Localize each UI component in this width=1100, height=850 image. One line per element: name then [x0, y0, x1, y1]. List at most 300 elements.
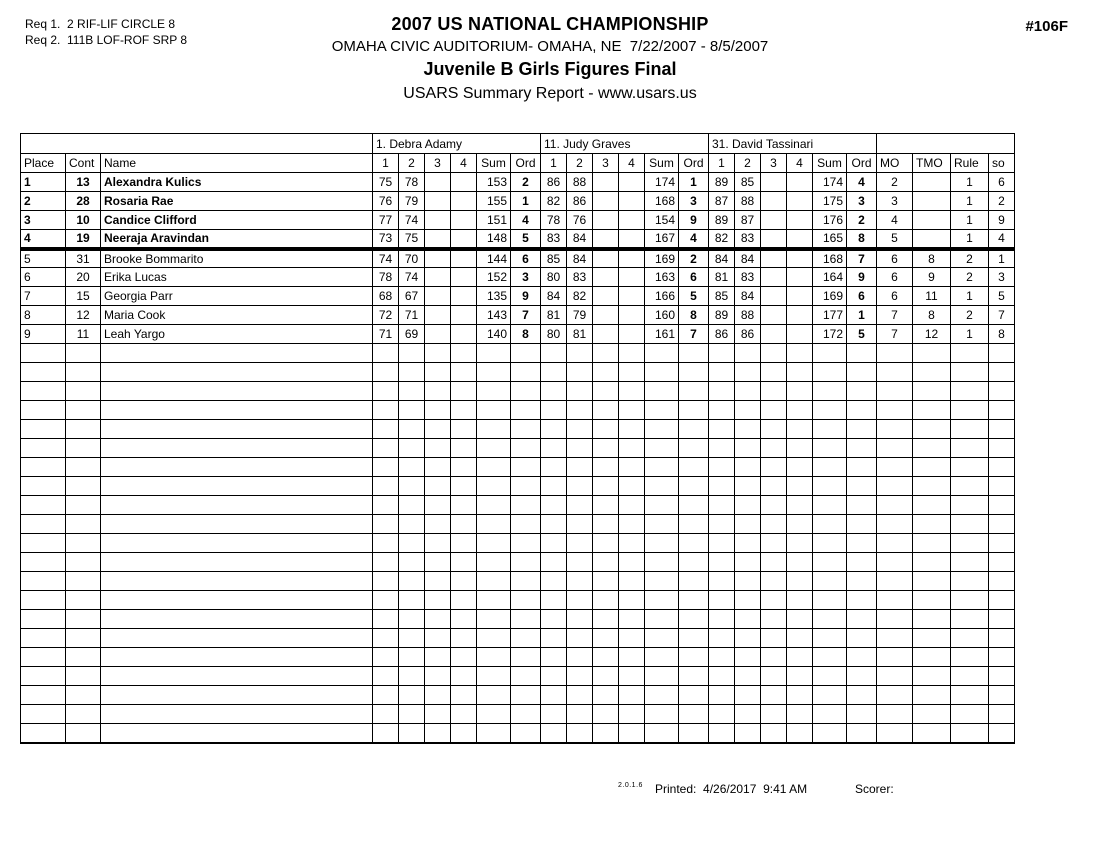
- cell-cont: 13: [66, 173, 101, 192]
- cell-judge3: [847, 648, 877, 667]
- header-judge1-1: 1: [373, 154, 399, 173]
- cell-name: [101, 724, 373, 743]
- cell-judge1: [511, 458, 541, 477]
- cell-judge3: [735, 344, 761, 363]
- cell-judge2: [619, 686, 645, 705]
- cell-judge2-ord: 4: [679, 230, 709, 249]
- cell-judge3: [813, 401, 847, 420]
- cell-judge3-score3: [761, 306, 787, 325]
- empty-row: [21, 382, 1015, 401]
- cell-judge2-score1: 82: [541, 192, 567, 211]
- empty-row: [21, 724, 1015, 743]
- cell-judge1: [373, 363, 399, 382]
- cell-judge2-ord: 9: [679, 211, 709, 230]
- cell-judge2-score4: [619, 173, 645, 192]
- table-row: [21, 287, 1015, 306]
- cell-judge1: [399, 610, 425, 629]
- cell-judge1: [477, 686, 511, 705]
- cell-judge2: [619, 667, 645, 686]
- cell-judge3: [787, 534, 813, 553]
- cell-judge3-ord: 9: [847, 268, 877, 287]
- cell-name: [101, 667, 373, 686]
- cell-mo: [877, 344, 913, 363]
- cell-judge2-sum: 168: [645, 192, 679, 211]
- cell-judge2: [645, 496, 679, 515]
- cell-judge3-score1: 82: [709, 230, 735, 249]
- cell-name: [101, 610, 373, 629]
- cell-judge1: [399, 382, 425, 401]
- cell-judge2: [593, 629, 619, 648]
- cell-judge2: [593, 439, 619, 458]
- cell-judge3: [847, 591, 877, 610]
- cell-judge3: [847, 344, 877, 363]
- cell-judge1-score2: 75: [399, 230, 425, 249]
- cell-judge3-ord: 5: [847, 325, 877, 344]
- cell-place: [21, 401, 66, 420]
- cell-judge2: [593, 572, 619, 591]
- cell-cont: [66, 610, 101, 629]
- cell-judge1: [451, 344, 477, 363]
- cell-judge1: [425, 401, 451, 420]
- cell-place: [21, 477, 66, 496]
- cell-judge1: [425, 515, 451, 534]
- cell-rule: 2: [951, 268, 989, 287]
- cell-judge3-ord: 8: [847, 230, 877, 249]
- cell-judge1: [511, 591, 541, 610]
- cell-judge1: [477, 572, 511, 591]
- cell-so: [989, 420, 1015, 439]
- cell-judge2: [679, 667, 709, 686]
- cell-judge2: [541, 572, 567, 591]
- header-judge2-ord: Ord: [679, 154, 709, 173]
- cell-judge1-ord: 5: [511, 230, 541, 249]
- cell-judge3: [709, 401, 735, 420]
- cell-judge3: [735, 458, 761, 477]
- cell-rule: [951, 458, 989, 477]
- cell-judge1: [399, 534, 425, 553]
- cell-mo: [877, 610, 913, 629]
- cell-rule: 1: [951, 325, 989, 344]
- cell-judge3: [709, 534, 735, 553]
- cell-judge3: [787, 458, 813, 477]
- cell-mo: [877, 382, 913, 401]
- cell-tmo: 11: [913, 287, 951, 306]
- cell-tmo: [913, 401, 951, 420]
- cell-judge1: [451, 572, 477, 591]
- cell-judge1: [373, 667, 399, 686]
- cell-tmo: [913, 572, 951, 591]
- judge-name-3: 31. David Tassinari: [709, 134, 877, 154]
- cell-judge1-score1: 76: [373, 192, 399, 211]
- cell-judge2: [541, 458, 567, 477]
- cell-judge1: [451, 705, 477, 724]
- cell-judge2: [619, 477, 645, 496]
- cell-name: [101, 439, 373, 458]
- cell-judge3: [787, 363, 813, 382]
- cell-judge3-score4: [787, 249, 813, 268]
- cell-judge1-score4: [451, 192, 477, 211]
- cell-so: [989, 439, 1015, 458]
- cell-cont: 11: [66, 325, 101, 344]
- cell-tmo: [913, 534, 951, 553]
- cell-name: [101, 363, 373, 382]
- cell-judge2: [645, 382, 679, 401]
- cell-so: [989, 610, 1015, 629]
- cell-judge1-score3: [425, 230, 451, 249]
- cell-judge1: [399, 572, 425, 591]
- cell-judge3: [761, 610, 787, 629]
- cell-judge3-score3: [761, 192, 787, 211]
- cell-judge3: [813, 591, 847, 610]
- cell-judge1: [477, 515, 511, 534]
- cell-judge2: [645, 553, 679, 572]
- cell-name: Neeraja Aravindan: [101, 230, 373, 249]
- cell-tmo: [913, 192, 951, 211]
- cell-mo: [877, 724, 913, 743]
- cell-judge2: [679, 553, 709, 572]
- cell-judge2-score3: [593, 325, 619, 344]
- cell-name: Brooke Bommarito: [101, 249, 373, 268]
- cell-judge1: [399, 344, 425, 363]
- cell-judge1-score2: 71: [399, 306, 425, 325]
- empty-row: [21, 401, 1015, 420]
- cell-judge2-sum: 163: [645, 268, 679, 287]
- cell-judge3: [735, 724, 761, 743]
- cell-cont: [66, 534, 101, 553]
- cell-judge3-score1: 89: [709, 173, 735, 192]
- cell-judge1: [399, 420, 425, 439]
- cell-judge2: [645, 648, 679, 667]
- cell-judge2-score1: 78: [541, 211, 567, 230]
- software-version: 2.0.1.6: [618, 782, 643, 789]
- cell-rule: [951, 610, 989, 629]
- cell-judge3: [787, 610, 813, 629]
- cell-judge3: [709, 667, 735, 686]
- cell-rule: [951, 420, 989, 439]
- cell-judge1: [399, 724, 425, 743]
- cell-judge3-score3: [761, 173, 787, 192]
- cell-judge2: [645, 667, 679, 686]
- cell-judge1: [399, 439, 425, 458]
- cell-judge1: [477, 648, 511, 667]
- cell-rule: [951, 591, 989, 610]
- cell-judge1: [511, 401, 541, 420]
- cell-judge1: [399, 363, 425, 382]
- cell-judge1: [399, 667, 425, 686]
- cell-judge2-score4: [619, 192, 645, 211]
- cell-cont: [66, 344, 101, 363]
- cell-tmo: [913, 211, 951, 230]
- cell-judge1: [451, 401, 477, 420]
- header-cont: Cont: [66, 154, 101, 173]
- cell-judge3: [709, 439, 735, 458]
- cell-judge1-sum: 155: [477, 192, 511, 211]
- cell-judge1: [425, 572, 451, 591]
- empty-row: [21, 705, 1015, 724]
- cell-name: [101, 629, 373, 648]
- header-rule: Rule: [951, 154, 989, 173]
- cell-name: [101, 420, 373, 439]
- cell-judge2-score3: [593, 306, 619, 325]
- cell-judge2: [619, 629, 645, 648]
- cell-judge3: [813, 724, 847, 743]
- cell-judge3: [735, 534, 761, 553]
- cell-judge3-score2: 88: [735, 306, 761, 325]
- cell-judge1: [373, 572, 399, 591]
- results-table-body: [21, 134, 1015, 743]
- cell-judge2-sum: 169: [645, 249, 679, 268]
- cell-judge2: [593, 363, 619, 382]
- cell-judge1: [511, 705, 541, 724]
- cell-judge3-sum: 172: [813, 325, 847, 344]
- cell-judge2-score4: [619, 306, 645, 325]
- cell-place: [21, 382, 66, 401]
- cell-place: [21, 344, 66, 363]
- cell-cont: [66, 382, 101, 401]
- cell-name: Alexandra Kulics: [101, 173, 373, 192]
- table-row: [21, 325, 1015, 344]
- cell-judge2-score2: 84: [567, 249, 593, 268]
- cell-judge2: [541, 344, 567, 363]
- cell-judge2: [593, 401, 619, 420]
- cell-judge1-sum: 151: [477, 211, 511, 230]
- cell-mo: [877, 458, 913, 477]
- cell-judge3-ord: 6: [847, 287, 877, 306]
- cell-judge3: [761, 667, 787, 686]
- cell-cont: [66, 477, 101, 496]
- cell-cont: [66, 401, 101, 420]
- cell-cont: [66, 515, 101, 534]
- cell-name: [101, 686, 373, 705]
- header-place: Place: [21, 154, 66, 173]
- table-row: [21, 249, 1015, 268]
- printed-timestamp: Printed: 4/26/2017 9:41 AM: [655, 782, 808, 796]
- cell-cont: [66, 496, 101, 515]
- cell-judge1: [425, 458, 451, 477]
- cell-judge1-sum: 135: [477, 287, 511, 306]
- cell-judge1: [399, 629, 425, 648]
- cell-place: [21, 705, 66, 724]
- cell-judge3: [761, 439, 787, 458]
- cell-judge3: [761, 591, 787, 610]
- cell-judge3-ord: 3: [847, 192, 877, 211]
- cell-judge1-score4: [451, 230, 477, 249]
- cell-judge2: [679, 382, 709, 401]
- cell-judge1: [425, 591, 451, 610]
- cell-judge1: [399, 477, 425, 496]
- cell-judge3: [787, 553, 813, 572]
- report-header: [150, 14, 950, 103]
- cell-name: [101, 648, 373, 667]
- cell-judge2-score2: 86: [567, 192, 593, 211]
- cell-judge3: [813, 439, 847, 458]
- cell-judge2: [679, 686, 709, 705]
- cell-judge1: [477, 420, 511, 439]
- cell-judge2: [679, 363, 709, 382]
- cell-so: [989, 515, 1015, 534]
- cell-judge2-sum: 167: [645, 230, 679, 249]
- cell-judge1-score4: [451, 287, 477, 306]
- cell-cont: [66, 724, 101, 743]
- cell-judge1-score4: [451, 249, 477, 268]
- cell-judge2: [679, 344, 709, 363]
- cell-judge1: [477, 439, 511, 458]
- cell-so: 6: [989, 173, 1015, 192]
- cell-tmo: [913, 496, 951, 515]
- cell-judge3: [735, 420, 761, 439]
- cell-judge1: [511, 686, 541, 705]
- cell-judge2-sum: 161: [645, 325, 679, 344]
- cell-judge2: [593, 667, 619, 686]
- report-type-line: USARS Summary Report - www.usars.us: [403, 85, 697, 102]
- event-name: Juvenile B Girls Figures Final: [423, 59, 677, 79]
- cell-place: [21, 420, 66, 439]
- cell-judge2: [619, 648, 645, 667]
- cell-judge2: [619, 382, 645, 401]
- cell-name: Maria Cook: [101, 306, 373, 325]
- cell-mo: [877, 667, 913, 686]
- cell-rule: 1: [951, 230, 989, 249]
- cell-judge3: [735, 629, 761, 648]
- cell-rule: [951, 401, 989, 420]
- cell-judge1-ord: 9: [511, 287, 541, 306]
- cell-judge1-score1: 78: [373, 268, 399, 287]
- cell-place: [21, 686, 66, 705]
- empty-row: [21, 363, 1015, 382]
- cell-mo: 3: [877, 192, 913, 211]
- cell-mo: [877, 439, 913, 458]
- cell-judge3: [813, 515, 847, 534]
- cell-judge1: [451, 686, 477, 705]
- cell-judge3: [847, 553, 877, 572]
- cell-place: 2: [21, 192, 66, 211]
- cell-judge2: [593, 458, 619, 477]
- cell-judge3: [847, 572, 877, 591]
- cell-tmo: 12: [913, 325, 951, 344]
- cell-name: [101, 344, 373, 363]
- cell-judge2-score1: 80: [541, 268, 567, 287]
- cell-judge3: [709, 382, 735, 401]
- cell-judge3: [761, 629, 787, 648]
- cell-judge3: [787, 515, 813, 534]
- header-judge1-4: 4: [451, 154, 477, 173]
- header-judge2-2: 2: [567, 154, 593, 173]
- cell-judge1-score2: 79: [399, 192, 425, 211]
- cell-tmo: 9: [913, 268, 951, 287]
- cell-name: Georgia Parr: [101, 287, 373, 306]
- cell-judge2: [619, 344, 645, 363]
- cell-judge3-score2: 83: [735, 268, 761, 287]
- header-judge3-ord: Ord: [847, 154, 877, 173]
- cell-judge2: [645, 458, 679, 477]
- cell-tmo: [913, 515, 951, 534]
- cell-judge3-score3: [761, 325, 787, 344]
- cell-judge2-ord: 5: [679, 287, 709, 306]
- cell-judge3: [847, 629, 877, 648]
- cell-judge1: [511, 648, 541, 667]
- cell-judge1-score1: 73: [373, 230, 399, 249]
- cell-judge3: [761, 648, 787, 667]
- cell-judge3: [847, 420, 877, 439]
- cell-judge3: [709, 363, 735, 382]
- cell-place: [21, 610, 66, 629]
- cell-judge1: [425, 477, 451, 496]
- cell-judge1: [511, 344, 541, 363]
- cell-judge2: [645, 705, 679, 724]
- cell-judge3: [709, 648, 735, 667]
- cell-mo: [877, 515, 913, 534]
- cell-judge1: [373, 534, 399, 553]
- header-judge1-sum: Sum: [477, 154, 511, 173]
- cell-judge3-score1: 89: [709, 306, 735, 325]
- cell-judge3: [813, 686, 847, 705]
- judge-band-row: [21, 134, 1015, 154]
- cell-judge1: [373, 648, 399, 667]
- cell-judge1: [373, 477, 399, 496]
- cell-judge2-score3: [593, 249, 619, 268]
- cell-mo: 4: [877, 211, 913, 230]
- cell-judge2: [593, 496, 619, 515]
- cell-judge2-score2: 79: [567, 306, 593, 325]
- cell-place: 6: [21, 268, 66, 287]
- cell-so: 3: [989, 268, 1015, 287]
- cell-judge2-score3: [593, 268, 619, 287]
- cell-judge3-ord: 7: [847, 249, 877, 268]
- cell-judge2: [541, 363, 567, 382]
- cell-judge2-score1: 83: [541, 230, 567, 249]
- cell-judge2: [541, 610, 567, 629]
- cell-judge1-score1: 77: [373, 211, 399, 230]
- cell-place: [21, 496, 66, 515]
- cell-so: [989, 534, 1015, 553]
- cell-cont: [66, 686, 101, 705]
- cell-rule: 1: [951, 287, 989, 306]
- header-judge3-2: 2: [735, 154, 761, 173]
- cell-judge2: [567, 496, 593, 515]
- cell-tmo: [913, 610, 951, 629]
- cell-judge3-score2: 87: [735, 211, 761, 230]
- cell-judge2: [679, 648, 709, 667]
- cell-judge2: [541, 648, 567, 667]
- cell-judge1: [477, 477, 511, 496]
- cell-judge2: [679, 515, 709, 534]
- cell-judge3: [787, 667, 813, 686]
- cell-judge1-score4: [451, 325, 477, 344]
- cell-judge1: [477, 591, 511, 610]
- cell-judge2: [567, 363, 593, 382]
- cell-judge2-ord: 1: [679, 173, 709, 192]
- cell-judge1-ord: 3: [511, 268, 541, 287]
- cell-judge2-score2: 76: [567, 211, 593, 230]
- cell-judge1-score2: 69: [399, 325, 425, 344]
- column-header-row: [21, 154, 1015, 173]
- cell-rule: [951, 648, 989, 667]
- cell-judge3-score2: 86: [735, 325, 761, 344]
- cell-judge1: [399, 705, 425, 724]
- cell-judge3: [847, 477, 877, 496]
- cell-name: [101, 705, 373, 724]
- cell-judge2: [593, 534, 619, 553]
- cell-judge3: [787, 420, 813, 439]
- cell-mo: [877, 705, 913, 724]
- cell-cont: 20: [66, 268, 101, 287]
- cell-so: [989, 705, 1015, 724]
- cell-judge1: [373, 686, 399, 705]
- cell-judge2-score4: [619, 230, 645, 249]
- empty-row: [21, 572, 1015, 591]
- cell-judge1: [511, 572, 541, 591]
- cell-judge2-sum: 166: [645, 287, 679, 306]
